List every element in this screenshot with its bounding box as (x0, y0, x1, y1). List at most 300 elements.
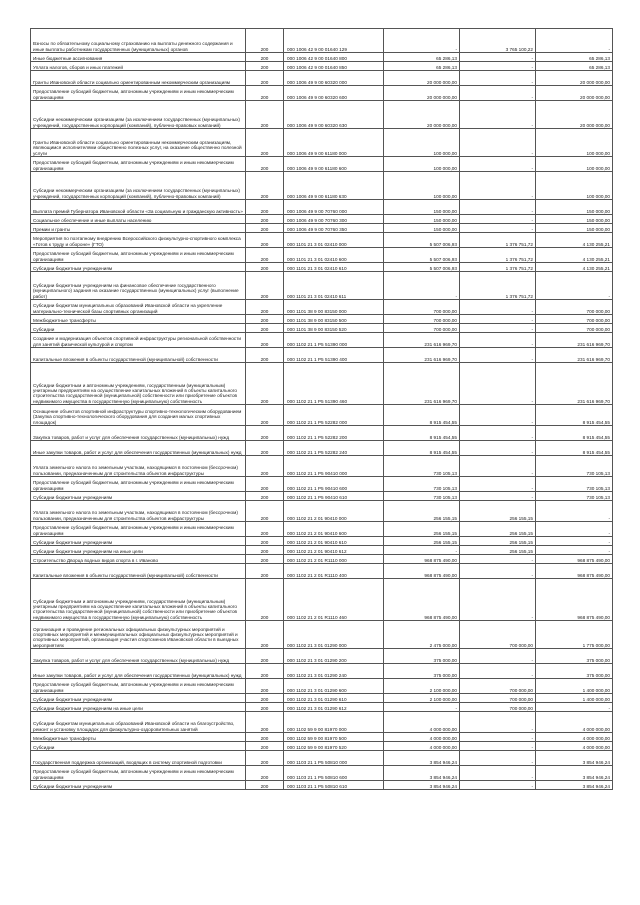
cell-v1: 8 915 454,55 (384, 426, 460, 441)
cell-v2: - (460, 492, 536, 501)
cell-kbk: 000 1102 21 3 01 01290 610 (284, 694, 384, 703)
cell-name: Предоставление субсидий бюджетным, автономным учреждениям и иным некоммерческим организациям (31, 248, 246, 263)
cell-v1: 231 616 969,70 (384, 363, 460, 405)
cell-kbk: 000 1006 49 9 00 61180 600 (284, 157, 384, 172)
cell-kbk: 000 1102 21 2 01 R1110 460 (284, 579, 384, 621)
cell-code: 200 (246, 694, 284, 703)
table-row (31, 679, 613, 694)
cell-v2: - (460, 441, 536, 456)
cell-name: Субсидии некоммерческим организациям (за исключением государственных (муниципальных) учреждений, государственных корпораций (компаний), публично-правовых компаний) (31, 101, 246, 129)
cell-name: Уплата земельного налога по земельным участкам, находящимся в постоянном (бессрочном) пользовании, предназначенным для строительства объектов инфраструктуры (31, 501, 246, 522)
cell-v2: - (460, 62, 536, 71)
cell-kbk: 000 1102 21 1 P5 52282 200 (284, 426, 384, 441)
cell-v2: - (460, 53, 536, 62)
cell-name: Предоставление субсидий бюджетным, автономным учреждениям и иным некоммерческим организациям (31, 86, 246, 101)
cell-v3: 730 105,13 (536, 492, 613, 501)
cell-v3: 65 286,13 (536, 62, 613, 71)
cell-name: Премии и гранты (31, 224, 246, 233)
cell-v3: 8 915 454,55 (536, 405, 613, 426)
cell-v3: 968 875 490,00 (536, 579, 613, 621)
cell-code: 200 (246, 649, 284, 664)
cell-v2: 700 000,00 (460, 703, 536, 712)
cell-name: Иные закупки товаров, работ и услуг для обеспечения государственных (муниципальных) нужд (31, 664, 246, 679)
cell-v1: 730 105,13 (384, 477, 460, 492)
cell-v3: 20 000 000,00 (536, 71, 613, 86)
cell-name: Субсидии бюджетным учреждениям на иные цели (31, 703, 246, 712)
cell-v1: 700 000,00 (384, 315, 460, 324)
table-row (31, 348, 613, 363)
cell-v3: 3 854 946,24 (536, 781, 613, 790)
cell-kbk: 000 1101 38 9 00 83150 500 (284, 315, 384, 324)
cell-v1: 231 616 969,70 (384, 348, 460, 363)
cell-v2: - (460, 224, 536, 233)
table-row (31, 441, 613, 456)
cell-name: Социальное обеспечение и иные выплаты населению (31, 215, 246, 224)
cell-name: Закупка товаров, работ и услуг для обеспечения государственных (муниципальных) нужд (31, 426, 246, 441)
cell-v1: 8 915 454,55 (384, 441, 460, 456)
cell-code: 200 (246, 621, 284, 649)
cell-kbk: 000 1006 49 9 00 70760 350 (284, 224, 384, 233)
cell-kbk: 000 1102 21 1 P5 51390 400 (284, 348, 384, 363)
cell-v3: - (536, 537, 613, 546)
cell-kbk: 000 1101 21 3 01 02410 610 (284, 263, 384, 272)
table-row (31, 53, 613, 62)
cell-v2: - (460, 348, 536, 363)
cell-name: Субсидии бюджетным учреждениям (31, 492, 246, 501)
cell-code: 200 (246, 492, 284, 501)
table-body (31, 29, 613, 790)
table-row (31, 272, 613, 300)
cell-name: Оснащение объектов спортивной инфраструктуры спортивно-технологическим оборудованием (Закупка спортивно-технологического оборудования для создания малых спортивных площадок) (31, 405, 246, 426)
table-row (31, 742, 613, 751)
cell-kbk: 000 1102 21 3 01 01290 240 (284, 664, 384, 679)
cell-code: 200 (246, 200, 284, 215)
table-row (31, 333, 613, 348)
cell-v3: 8 915 454,55 (536, 441, 613, 456)
cell-name: Иные бюджетные ассигнования (31, 53, 246, 62)
cell-v2: 700 000,00 (460, 621, 536, 649)
cell-kbk: 000 1006 49 9 00 60320 000 (284, 71, 384, 86)
cell-code: 200 (246, 766, 284, 781)
cell-v2: 700 000,00 (460, 694, 536, 703)
cell-v2: 256 155,15 (460, 501, 536, 522)
cell-kbk: 000 1102 21 2 01 R1110 400 (284, 564, 384, 579)
cell-v1: 256 155,15 (384, 537, 460, 546)
cell-code: 200 (246, 333, 284, 348)
cell-kbk: 000 1006 49 9 00 70760 300 (284, 215, 384, 224)
table-row (31, 501, 613, 522)
cell-kbk: 000 1102 59 9 00 81970 500 (284, 733, 384, 742)
cell-code: 200 (246, 456, 284, 477)
cell-v1: 3 854 946,24 (384, 751, 460, 766)
cell-name: Взносы по обязательному социальному страхованию на выплаты денежного содержания и иные выплаты работникам государственных (муниципальных) органов (31, 29, 246, 53)
cell-kbk: 000 1103 21 1 P5 50810 600 (284, 766, 384, 781)
cell-v2: - (460, 333, 536, 348)
cell-kbk: 000 1006 42 9 00 01640 800 (284, 53, 384, 62)
cell-kbk: 000 1102 21 2 01 90410 610 (284, 537, 384, 546)
cell-name: Организация и проведение региональных официальных физкультурных мероприятий и спортивных мероприятий и межмуниципальных официальных физкультурных мероприятий и спортивных мероприятий, организация участия спортсменов Ивановской области в выездных мероприятиях (31, 621, 246, 649)
cell-v3: 1 775 000,00 (536, 621, 613, 649)
cell-v2: - (460, 781, 536, 790)
cell-v1: 4 000 000,00 (384, 742, 460, 751)
cell-code: 200 (246, 363, 284, 405)
cell-v2: - (460, 405, 536, 426)
cell-v2: 256 155,15 (460, 537, 536, 546)
cell-name: Субсидии бюджетным учреждениям на финансовое обеспечение государственного (муниципального) задания на оказание государственных (муниципальных) услуг (выполнение работ) (31, 272, 246, 300)
cell-v2: 256 155,15 (460, 546, 536, 555)
table-row (31, 751, 613, 766)
cell-kbk: 000 1103 21 1 P5 50810 610 (284, 781, 384, 790)
table-row (31, 456, 613, 477)
table-row (31, 781, 613, 790)
cell-code: 200 (246, 101, 284, 129)
cell-code: 200 (246, 348, 284, 363)
cell-v3: 231 616 969,70 (536, 363, 613, 405)
cell-kbk: 000 1006 49 9 00 60320 630 (284, 101, 384, 129)
cell-name: Строительство Дворца водных видов спорта в г. Иваново (31, 555, 246, 564)
cell-v3: 375 000,00 (536, 649, 613, 664)
cell-v3: 968 875 490,00 (536, 555, 613, 564)
table-row (31, 62, 613, 71)
cell-v1: 20 000 000,00 (384, 101, 460, 129)
cell-v1: 65 286,13 (384, 53, 460, 62)
cell-v3: 1 400 000,00 (536, 694, 613, 703)
cell-code: 200 (246, 664, 284, 679)
table-row (31, 564, 613, 579)
cell-v3: - (536, 546, 613, 555)
cell-v3: 231 616 969,70 (536, 333, 613, 348)
cell-v1: 231 616 969,70 (384, 333, 460, 348)
cell-v3: 100 000,00 (536, 172, 613, 200)
cell-v1: 4 000 000,00 (384, 733, 460, 742)
cell-v2: - (460, 426, 536, 441)
table-row (31, 157, 613, 172)
cell-v3: 65 286,13 (536, 53, 613, 62)
cell-v2: - (460, 71, 536, 86)
cell-code: 200 (246, 62, 284, 71)
cell-v3: 3 854 946,24 (536, 751, 613, 766)
table-row (31, 86, 613, 101)
table-row (31, 426, 613, 441)
cell-v2: - (460, 477, 536, 492)
cell-code: 200 (246, 555, 284, 564)
table-row (31, 766, 613, 781)
cell-v2: - (460, 712, 536, 733)
table-row (31, 664, 613, 679)
cell-kbk: 000 1006 49 9 00 70760 000 (284, 200, 384, 215)
cell-v2: - (460, 564, 536, 579)
cell-kbk: 000 1102 21 2 01 R1110 000 (284, 555, 384, 564)
cell-kbk: 000 1102 21 3 01 01290 600 (284, 679, 384, 694)
cell-kbk: 000 1006 49 9 00 61180 000 (284, 129, 384, 157)
cell-code: 200 (246, 712, 284, 733)
table-row (31, 172, 613, 200)
cell-v3: 3 854 946,24 (536, 766, 613, 781)
cell-kbk: 000 1006 42 9 00 01640 129 (284, 29, 384, 53)
cell-kbk: 000 1102 21 1 P5 90410 000 (284, 456, 384, 477)
cell-name: Предоставление субсидий бюджетным, автономным учреждениям и иным некоммерческим организациям (31, 679, 246, 694)
cell-name: Предоставление субсидий бюджетным, автономным учреждениям и иным некоммерческим организациям (31, 766, 246, 781)
cell-code: 200 (246, 733, 284, 742)
cell-v1: 2 100 000,00 (384, 694, 460, 703)
table-row (31, 300, 613, 315)
budget-execution-sheet (30, 28, 612, 790)
cell-v1: 100 000,00 (384, 172, 460, 200)
cell-code: 200 (246, 315, 284, 324)
cell-v1: 256 155,15 (384, 501, 460, 522)
cell-v2: - (460, 315, 536, 324)
cell-v3: 4 000 000,00 (536, 733, 613, 742)
cell-v3: 700 000,00 (536, 300, 613, 315)
cell-v2: - (460, 751, 536, 766)
cell-kbk: 000 1102 21 1 P5 90410 600 (284, 477, 384, 492)
table-row (31, 233, 613, 248)
cell-kbk: 000 1006 49 9 00 61180 630 (284, 172, 384, 200)
cell-v1: 4 000 000,00 (384, 712, 460, 733)
cell-kbk: 000 1102 21 3 01 01290 000 (284, 621, 384, 649)
table-row (31, 315, 613, 324)
cell-code: 200 (246, 703, 284, 712)
table-row (31, 555, 613, 564)
cell-v1: 700 000,00 (384, 300, 460, 315)
cell-v3: 150 000,00 (536, 224, 613, 233)
cell-v1: 968 875 490,00 (384, 555, 460, 564)
cell-v3: 700 000,00 (536, 324, 613, 333)
cell-name: Гранты Ивановской области социально ориентированным некоммерческим организациям (31, 71, 246, 86)
cell-code: 200 (246, 781, 284, 790)
table-row (31, 200, 613, 215)
cell-code: 200 (246, 172, 284, 200)
cell-code: 200 (246, 233, 284, 248)
cell-v1: 700 000,00 (384, 324, 460, 333)
cell-code: 200 (246, 129, 284, 157)
table-row (31, 129, 613, 157)
cell-v3: 1 400 000,00 (536, 679, 613, 694)
cell-kbk: 000 1102 21 1 P5 90410 610 (284, 492, 384, 501)
cell-kbk: 000 1101 21 3 01 02410 600 (284, 248, 384, 263)
cell-v1: 730 105,13 (384, 456, 460, 477)
cell-name: Субсидии бюджетам муниципальных образований Ивановской области на благоустройство, ремонт и установку площадок для физкультурно-оздоровительных занятий (31, 712, 246, 733)
cell-kbk: 000 1102 59 9 00 81970 000 (284, 712, 384, 733)
cell-kbk: 000 1102 21 3 01 01290 612 (284, 703, 384, 712)
cell-v2: 1 376 751,72 (460, 263, 536, 272)
cell-v2: - (460, 579, 536, 621)
cell-kbk: 000 1006 42 9 00 01640 850 (284, 62, 384, 71)
cell-v1: - (384, 546, 460, 555)
cell-code: 200 (246, 324, 284, 333)
cell-name: Субсидии бюджетным и автономным учреждениям, государственным (муниципальным) унитарным предприятиям на осуществление капитальных вложений в объекты капитального строительства государственной (муниципальной) собственности или приобретение объектов недвижимого имущества в государственную (муниципальную) собственность (31, 579, 246, 621)
table-row (31, 712, 613, 733)
cell-kbk: 000 1102 59 9 00 81970 520 (284, 742, 384, 751)
cell-v1: 150 000,00 (384, 224, 460, 233)
cell-code: 200 (246, 157, 284, 172)
cell-code: 200 (246, 679, 284, 694)
cell-v2: - (460, 101, 536, 129)
cell-name: Иные закупки товаров, работ и услуг для обеспечения государственных (муниципальных) нужд (31, 441, 246, 456)
cell-v1: 256 155,15 (384, 522, 460, 537)
cell-v1: 375 000,00 (384, 649, 460, 664)
cell-v2: 1 376 751,72 (460, 248, 536, 263)
cell-v2: - (460, 157, 536, 172)
cell-name: Субсидии бюджетным учреждениям (31, 263, 246, 272)
cell-name: Мероприятия по поэтапному внедрению Всероссийского физкультурно-спортивного комплекса «Готов к труду и обороне» (ГТО) (31, 233, 246, 248)
cell-name: Субсидии (31, 742, 246, 751)
cell-kbk: 000 1103 21 1 P5 50810 000 (284, 751, 384, 766)
cell-v1: 20 000 000,00 (384, 71, 460, 86)
cell-v2: - (460, 766, 536, 781)
cell-v2: - (460, 215, 536, 224)
cell-name: Создание и модернизация объектов спортивной инфраструктуры региональной собственности для занятий физической культурой и спортом (31, 333, 246, 348)
cell-v3: 4 000 000,00 (536, 712, 613, 733)
cell-v3: 100 000,00 (536, 129, 613, 157)
cell-kbk: 000 1102 21 1 P5 51390 460 (284, 363, 384, 405)
cell-kbk: 000 1102 21 1 P5 51390 000 (284, 333, 384, 348)
cell-v1: 968 875 490,00 (384, 564, 460, 579)
cell-v1: 150 000,00 (384, 215, 460, 224)
cell-v3: 4 130 255,21 (536, 263, 613, 272)
cell-name: Субсидии бюджетным учреждениям (31, 694, 246, 703)
table-row (31, 263, 613, 272)
cell-v2: - (460, 300, 536, 315)
cell-v2: - (460, 172, 536, 200)
cell-v3: 4 000 000,00 (536, 742, 613, 751)
cell-name: Закупка товаров, работ и услуг для обеспечения государственных (муниципальных) нужд (31, 649, 246, 664)
cell-name: Субсидии некоммерческим организациям (за исключением государственных (муниципальных) учреждений, государственных корпораций (компаний), публично-правовых компаний) (31, 172, 246, 200)
cell-code: 200 (246, 537, 284, 546)
cell-code: 200 (246, 426, 284, 441)
cell-v2: - (460, 363, 536, 405)
cell-v1: 20 000 000,00 (384, 86, 460, 101)
cell-v3: 150 000,00 (536, 200, 613, 215)
cell-v1: 968 875 490,00 (384, 579, 460, 621)
cell-v2: 256 155,15 (460, 522, 536, 537)
cell-name: Предоставление субсидий бюджетным, автономным учреждениям и иным некоммерческим организациям (31, 477, 246, 492)
cell-code: 200 (246, 71, 284, 86)
cell-v1: 5 507 006,93 (384, 248, 460, 263)
cell-v1: - (384, 703, 460, 712)
cell-v1: 5 507 006,93 (384, 263, 460, 272)
cell-code: 200 (246, 300, 284, 315)
cell-v3: - (536, 703, 613, 712)
cell-code: 200 (246, 441, 284, 456)
cell-v1: 5 507 006,93 (384, 233, 460, 248)
table-row (31, 215, 613, 224)
table-row (31, 579, 613, 621)
cell-v1: 3 854 946,24 (384, 766, 460, 781)
cell-code: 200 (246, 29, 284, 53)
cell-code: 200 (246, 546, 284, 555)
cell-v2: - (460, 456, 536, 477)
cell-kbk: 000 1102 21 1 P5 52282 000 (284, 405, 384, 426)
cell-code: 200 (246, 405, 284, 426)
table-row (31, 649, 613, 664)
cell-name: Гранты Ивановской области социально ориентированным некоммерческим организациям, являющимся исполнителями общественно полезных услуг, на оказание общественно полезной услуги (31, 129, 246, 157)
cell-kbk: 000 1102 21 2 01 90410 612 (284, 546, 384, 555)
cell-code: 200 (246, 263, 284, 272)
table-row (31, 522, 613, 537)
cell-name: Предоставление субсидий бюджетным, автономным учреждениям и иным некоммерческим организациям (31, 157, 246, 172)
cell-name: Капитальные вложения в объекты государственной (муниципальной) собственности (31, 564, 246, 579)
table-row (31, 733, 613, 742)
cell-v2: 1 376 751,72 (460, 272, 536, 300)
cell-v3: 231 616 969,70 (536, 348, 613, 363)
cell-name: Государственная поддержка организаций, входящих в систему спортивной подготовки (31, 751, 246, 766)
cell-v1: 375 000,00 (384, 664, 460, 679)
cell-v3: 4 130 255,21 (536, 233, 613, 248)
cell-code: 200 (246, 522, 284, 537)
cell-code: 200 (246, 564, 284, 579)
cell-v1: 2 100 000,00 (384, 679, 460, 694)
cell-v1: 150 000,00 (384, 200, 460, 215)
cell-v3: 150 000,00 (536, 215, 613, 224)
cell-v1: 2 475 000,00 (384, 621, 460, 649)
table-row (31, 703, 613, 712)
cell-code: 200 (246, 86, 284, 101)
cell-code: 200 (246, 53, 284, 62)
cell-v1: - (384, 272, 460, 300)
cell-code: 200 (246, 215, 284, 224)
cell-name: Уплата налогов, сборов и иных платежей (31, 62, 246, 71)
cell-v3: 375 000,00 (536, 664, 613, 679)
cell-v1: 730 105,13 (384, 492, 460, 501)
table-row (31, 224, 613, 233)
cell-kbk: 000 1101 21 3 01 02410 611 (284, 272, 384, 300)
table-row (31, 248, 613, 263)
cell-v2: - (460, 86, 536, 101)
table-row (31, 101, 613, 129)
cell-v2: - (460, 649, 536, 664)
cell-name: Уплата земельного налога по земельным участкам, находящимся в постоянном (бессрочном) пользовании, предназначенным для строительства объектов инфраструктуры (31, 456, 246, 477)
cell-kbk: 000 1102 21 3 01 01290 200 (284, 649, 384, 664)
table-row (31, 537, 613, 546)
table-row (31, 363, 613, 405)
cell-kbk: 000 1102 21 1 P5 52282 240 (284, 441, 384, 456)
cell-v3: 20 000 000,00 (536, 86, 613, 101)
cell-kbk: 000 1006 49 9 00 60320 600 (284, 86, 384, 101)
cell-kbk: 000 1101 21 3 01 02410 000 (284, 233, 384, 248)
cell-name: Субсидии бюджетным учреждениям (31, 781, 246, 790)
cell-v2: 3 765 100,22 (460, 29, 536, 53)
cell-code: 200 (246, 579, 284, 621)
cell-name: Субсидии бюджетам муниципальных образований Ивановской области на укрепление материально-технической базы спортивных организаций (31, 300, 246, 315)
cell-code: 200 (246, 477, 284, 492)
cell-name: Субсидии бюджетным учреждениям на иные цели (31, 546, 246, 555)
table-row (31, 71, 613, 86)
cell-v2: - (460, 733, 536, 742)
cell-v2: - (460, 324, 536, 333)
cell-code: 200 (246, 742, 284, 751)
cell-v3: 968 875 490,00 (536, 564, 613, 579)
cell-v3: 730 105,13 (536, 477, 613, 492)
cell-v1: - (384, 29, 460, 53)
cell-v3: - (536, 272, 613, 300)
cell-code: 200 (246, 751, 284, 766)
budget-table (30, 28, 613, 790)
cell-v2: 700 000,00 (460, 679, 536, 694)
cell-v3: 700 000,00 (536, 315, 613, 324)
cell-name: Субсидии (31, 324, 246, 333)
cell-v2: - (460, 129, 536, 157)
cell-name: Субсидии бюджетным учреждениям (31, 537, 246, 546)
table-row (31, 492, 613, 501)
cell-v2: 1 376 751,72 (460, 233, 536, 248)
table-row (31, 694, 613, 703)
cell-v1: 8 915 454,55 (384, 405, 460, 426)
cell-v2: - (460, 664, 536, 679)
cell-v1: 100 000,00 (384, 157, 460, 172)
cell-name: Субсидии бюджетным и автономным учреждениям, государственным (муниципальным) унитарным предприятиям на осуществление капитальных вложений в объекты капитального строительства государственной (муниципальной) собственности или приобретение объектов недвижимого имущества в государственную (муниципальную) собственность (31, 363, 246, 405)
cell-code: 200 (246, 248, 284, 263)
